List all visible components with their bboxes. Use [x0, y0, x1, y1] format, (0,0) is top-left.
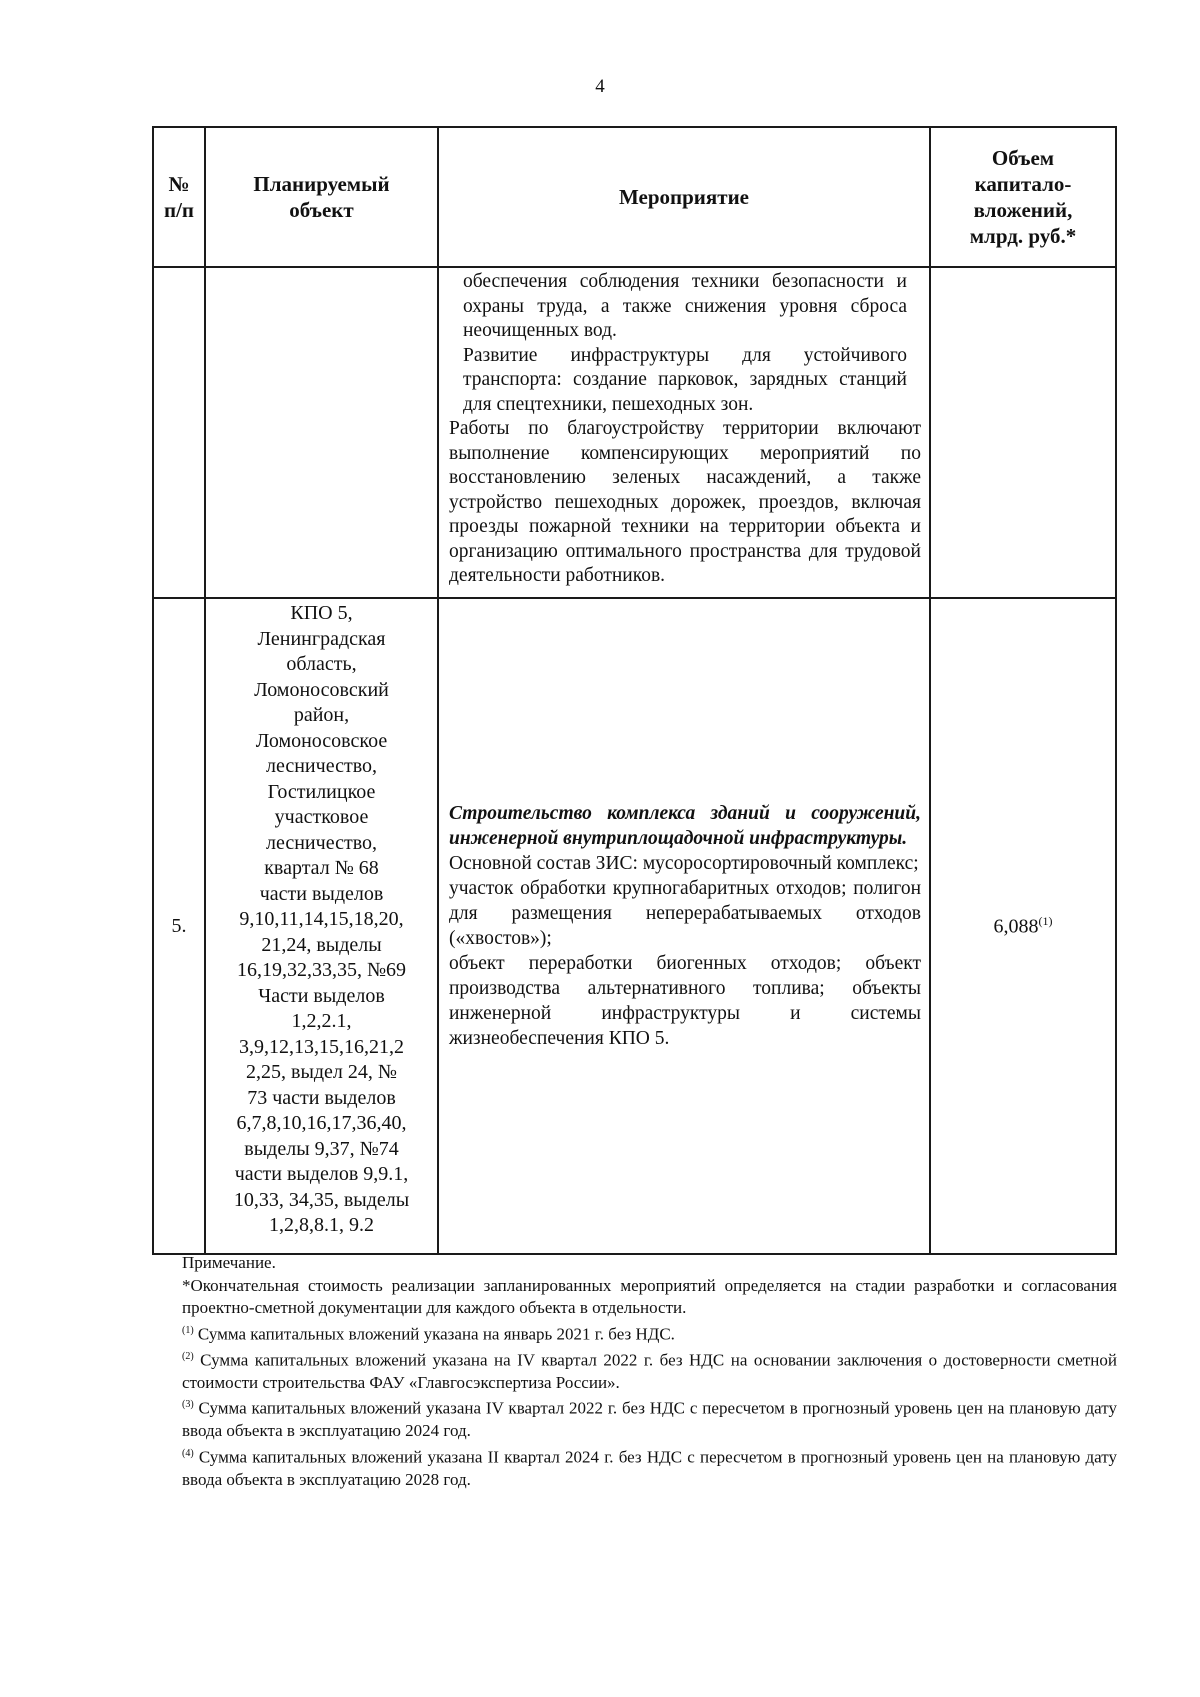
- note-star: *Окончательная стоимость реализации запланированных мероприятий определяется на стадии разработки и согласования проектно-сметной документации для каждого объекта в отдельности.: [182, 1275, 1117, 1317]
- amount-value: 6,088: [993, 915, 1039, 938]
- page-number: 4: [595, 76, 605, 97]
- note-3-mark: (3): [182, 1399, 194, 1411]
- note-4-text: Сумма капитальных вложений указана II квартал 2024 г. без НДС с пересчетом в прогнозный уровень цен на плановую дату ввода объекта в эксплуатацию 2028 год.: [182, 1447, 1117, 1490]
- table-row-continuation: [153, 267, 1116, 598]
- cont-event-cell: [438, 267, 930, 598]
- notes-heading: Примечание.: [182, 1253, 276, 1272]
- table-header-row: [153, 127, 1116, 267]
- note-2-text: Сумма капитальных вложений указана на IV квартал 2022 г. без НДС на основании заключения о достоверности сметной стоимости строительства ФАУ «Главгосэкспертиза России».: [182, 1350, 1117, 1392]
- note-1-mark: (1): [182, 1324, 194, 1336]
- note-4: [182, 1443, 1117, 1492]
- header-num: № п/п: [153, 127, 205, 267]
- table-row: [153, 598, 1116, 1254]
- cont-amount-cell: [930, 267, 1116, 598]
- event-paragraph: объект переработки биогенных отходов; объект производства альтернативного топлива; объекты инженерной инфраструктуры и системы жизнеобеспечения КПО 5.: [449, 953, 921, 1049]
- amount-cell: [930, 598, 1116, 1254]
- row-number: 5.: [153, 598, 205, 1254]
- header-event: Мероприятие: [438, 127, 930, 267]
- header-amount: Объем капитало-вложений, млрд. руб.*: [930, 127, 1116, 267]
- note-2: [182, 1346, 1117, 1395]
- notes-section: [182, 1252, 1117, 1492]
- event-paragraph: участок обработки крупногабаритных отходов; полигон для размещения неперерабатываемых отходов («хвостов»);: [449, 878, 921, 949]
- object-text: КПО 5, Ленинградская область, Ломоносовский район, Ломоносовское лесничество, Гостилицкое участковое лесничество, квартал № 68 части выделов 9,10,11,14,15,18,20, 21,24, выделы 16,19,32,33,35, №69 Части выделов 1,2,2.1, 3,9,12,13,15,16,21,2 2,25, выдел 24, № 73 части выделов 6,7,8,10,16,17,36,40, выделы 9,37, №74 части выделов 9,9.1, 10,33, 34,35, выделы 1,2,8,8.1, 9.2: [233, 602, 410, 1236]
- event-title: Строительство комплекса зданий и сооружений, инженерной внутриплощадочной инфраструктуры.: [449, 803, 921, 849]
- object-cell: [205, 598, 438, 1254]
- cont-num-cell: [153, 267, 205, 598]
- note-1: [182, 1320, 1117, 1346]
- event-paragraph: обеспечения соблюдения техники безопасности и охраны труда, а также снижения уровня сброса неочищенных вод.: [463, 271, 907, 341]
- note-3: [182, 1394, 1117, 1443]
- header-object: Планируемый объект: [205, 127, 438, 267]
- event-cell: [438, 598, 930, 1254]
- event-paragraph: Развитие инфраструктуры для устойчивого транспорта: создание парковок, зарядных станций для спецтехники, пешеходных зон.: [463, 344, 907, 415]
- note-4-mark: (4): [182, 1447, 194, 1459]
- note-3-text: Сумма капитальных вложений указана IV квартал 2022 г. без НДС с пересчетом в прогнозный уровень цен на плановую дату ввода объекта в эксплуатацию 2024 год.: [182, 1398, 1117, 1441]
- note-1-text: Сумма капитальных вложений указана на январь 2021 г. без НДС.: [197, 1324, 675, 1344]
- amount-footnote-mark: (1): [1038, 913, 1053, 928]
- cont-object-cell: [205, 267, 438, 598]
- event-paragraph: Работы по благоустройству территории включают выполнение компенсирующих мероприятий по восстановлению зеленых насаждений, а также устройство пешеходных дорожек, проездов, включая проезды пожарной техники на территории объекта и организацию оптимального пространства для трудовой деятельности работников.: [449, 418, 921, 586]
- investment-table: [152, 126, 1117, 1255]
- note-2-mark: (2): [182, 1350, 194, 1362]
- event-paragraph: Основной состав ЗИС: мусоросортировочный комплекс;: [449, 853, 919, 874]
